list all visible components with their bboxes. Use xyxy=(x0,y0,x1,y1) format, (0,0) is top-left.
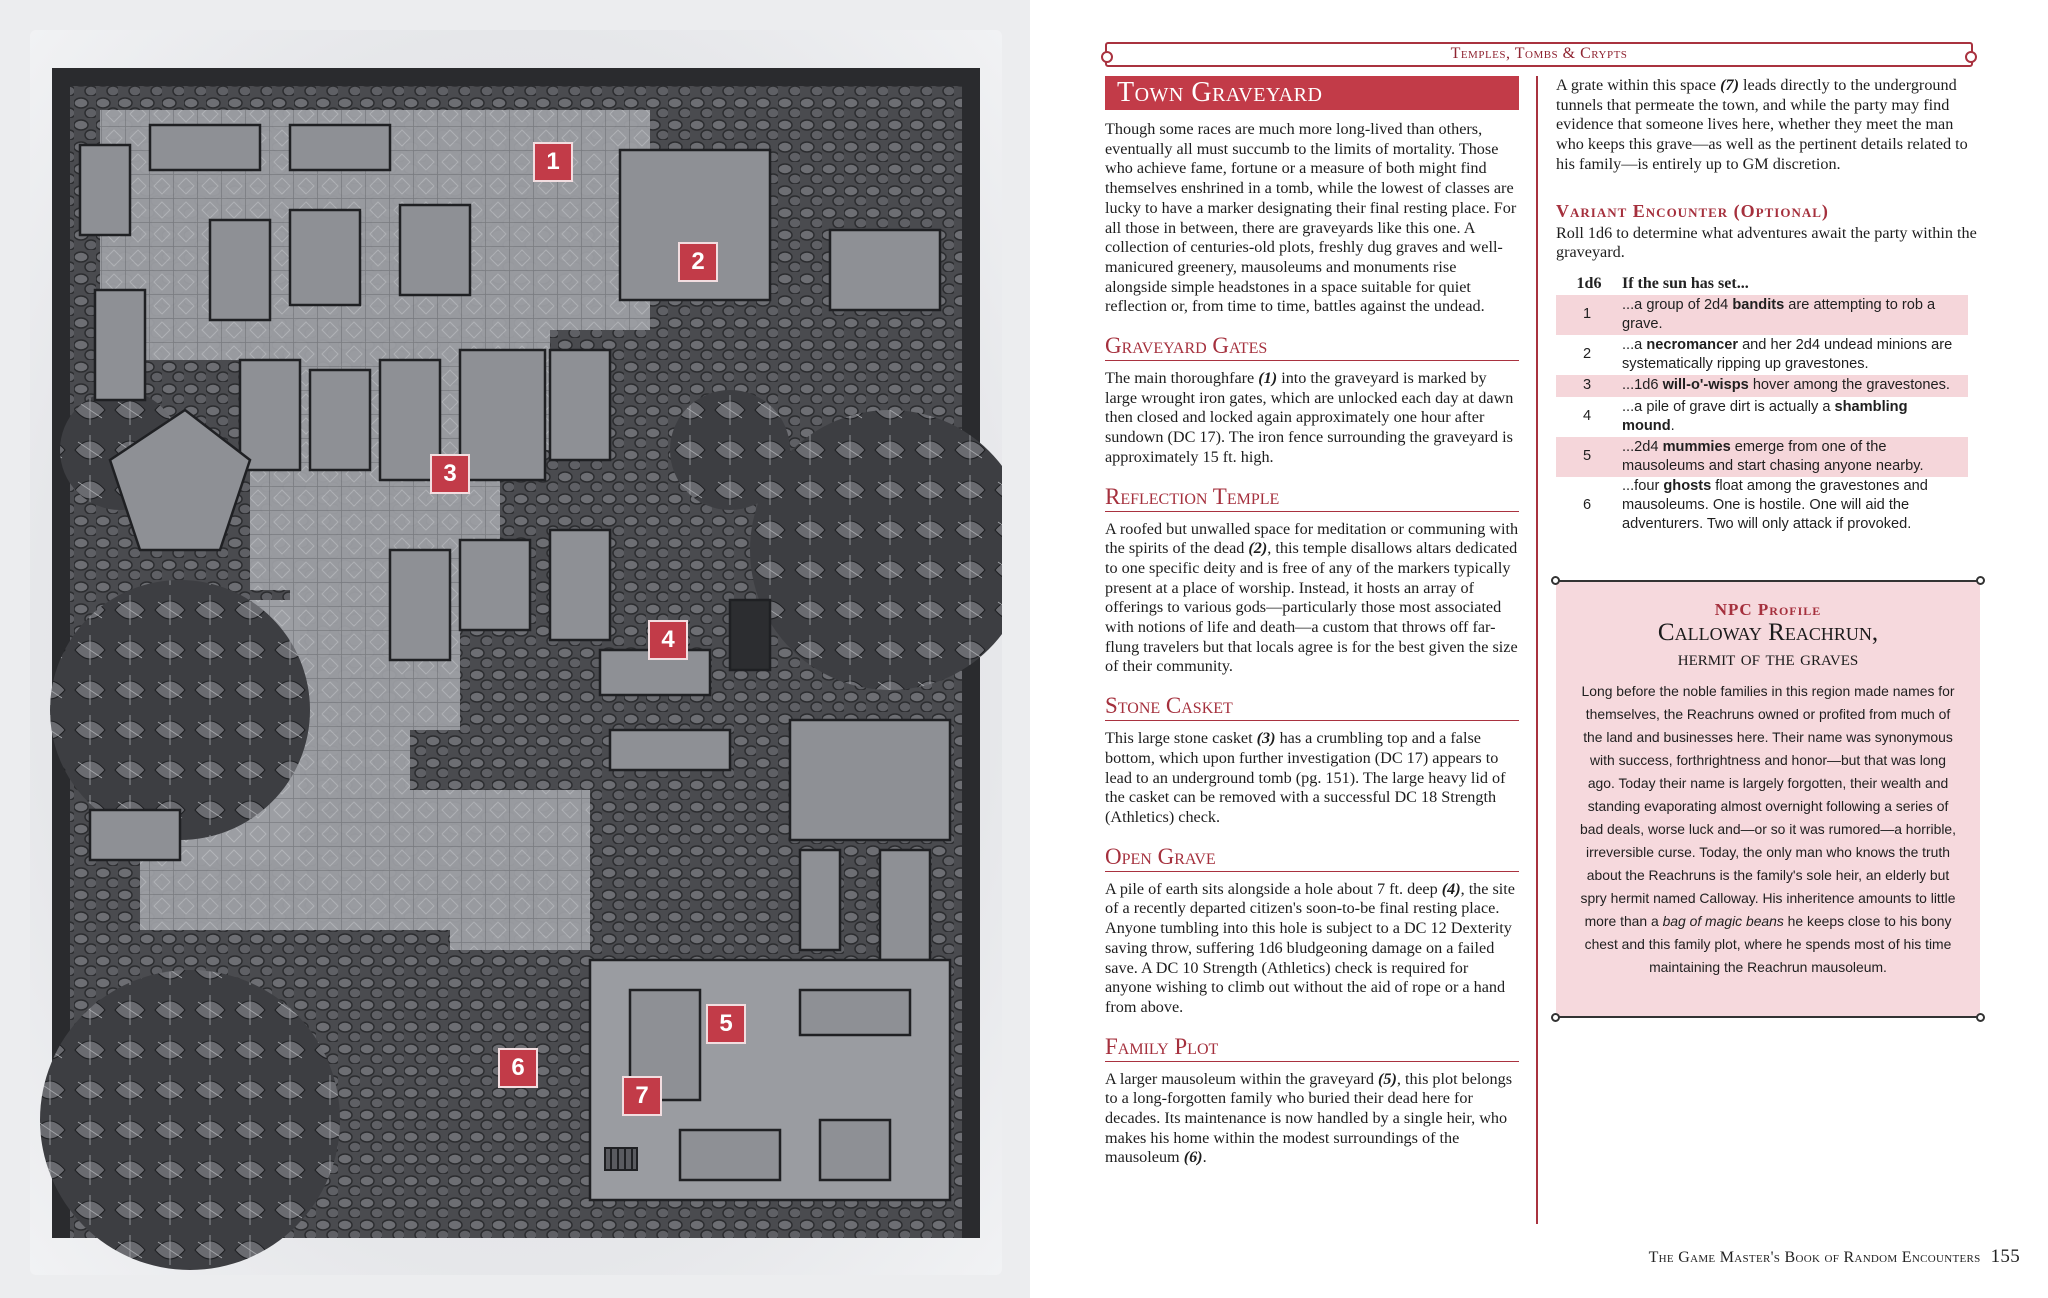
section-open-grave xyxy=(1105,844,1519,1018)
book-title: The Game Master's Book of Random Encounters xyxy=(1648,1249,1981,1266)
npc-subtitle: hermit of the graves xyxy=(1677,645,1859,670)
map-marker-1: 1 xyxy=(533,142,573,182)
map-marker-6: 6 xyxy=(498,1048,538,1088)
map-reference: (7) xyxy=(1720,76,1739,94)
corner-dot-icon xyxy=(1976,576,1985,585)
map-marker-5: 5 xyxy=(706,1004,746,1044)
graveyard-map xyxy=(30,30,1002,1275)
section-reflection-temple xyxy=(1105,484,1519,678)
map-reference: (1) xyxy=(1258,369,1278,388)
page-title: Town Graveyard xyxy=(1105,76,1519,110)
die-column-header: 1d6 xyxy=(1576,274,1602,292)
map-reference: (3) xyxy=(1256,729,1276,748)
section-heading: Reflection Temple xyxy=(1105,484,1519,512)
section-stone-casket xyxy=(1105,693,1519,828)
table-row: 6 ...four ghosts float among the gravestones and mausoleums. One is hostile. One will aid the adventurers. Two will only attack if provoked. xyxy=(1582,478,1928,533)
map-marker-3: 3 xyxy=(430,454,470,494)
map-marker-2: 2 xyxy=(678,242,718,282)
page-footer xyxy=(1620,1246,2020,1268)
left-column xyxy=(1105,76,1519,1168)
page-number: 155 xyxy=(1990,1246,2020,1267)
section-body: This large stone casket (3) has a crumbling top and a false bottom, which upon further investigation (DC 17) appears to lead to an underground tomb (pg. 151). The large heavy lid of the casket can be removed with a successful DC 18 Strength (Athletics) check. xyxy=(1105,729,1506,826)
intro-paragraph: Though some races are much more long-lived than others, eventually all must succumb to the limits of mortality. Those who achieve fame, fortune or a measure of both might find themselves enshrined in a tomb, while the lowest of classes are lucky to have a marker designating their final resting place. For all those in between, there are graveyards like this one. A collection of centuries-old plots, freshly dug graves and well-manicured greenery, mausoleums and monuments rise alongside simple headstones in a space suitable for quiet reflection or, from time to time, battles against the undead. xyxy=(1105,120,1517,316)
column-divider xyxy=(1536,76,1538,1224)
section-graveyard-gates xyxy=(1105,333,1519,468)
running-header: Temples, Tombs & Crypts xyxy=(1105,42,1973,67)
section-heading: Graveyard Gates xyxy=(1105,333,1519,361)
table-header-row xyxy=(1556,273,1968,295)
map-marker-4: 4 xyxy=(648,620,688,660)
section-body: A larger mausoleum within the graveyard (5), this plot belongs to a long-forgotten family who buried their dead here for decades. Its maintenance is now handled by a single heir, who makes his home within the modest surroundings of the mausoleum (6). xyxy=(1105,1069,1513,1167)
table-row: 3 ...1d6 will-o'-wisps hover among the gravestones. xyxy=(1556,375,1968,397)
section-heading: Stone Casket xyxy=(1105,693,1519,721)
map-reference: (5) xyxy=(1378,1069,1397,1088)
section-body: The main thoroughfare (1) into the graveyard is marked by large wrought iron gates, which are unlocked each day at dawn then closed and locked again approximately one hour after sundown (DC 17). The iron fence surrounding the graveyard is approximately 15 ft. high. xyxy=(1105,369,1514,466)
npc-profile-label: NPC Profile xyxy=(1714,600,1822,619)
text-page xyxy=(1030,0,2048,1298)
grate-paragraph: A grate within this space (7) leads directly to the underground tunnels that permeate the town, and while the party may find evidence that someone lives here, whether they meet the man who keeps this grave—as well as the pertinent details related to his family—is entirely up to GM discretion. xyxy=(1556,76,1968,173)
graveyard-map-illustration xyxy=(30,30,1002,1275)
section-family-plot xyxy=(1105,1034,1519,1169)
map-reference: (6) xyxy=(1183,1148,1203,1167)
corner-dot-icon xyxy=(1551,576,1560,585)
npc-description: Long before the noble families in this region made names for themselves, the Reachruns owned or profited from much of the land and businesses here. Their name was synonymous with success, forthrightness and honor—but that was long ago. Today their name is largely forgotten, their wealth and standing evaporating almost overnight following a series of bad deals, worse luck and—or so it was rumored—a horrible, irreversible curse. Today, the only man who knows the truth about the Reachruns is the family's sole heir, an elderly but spry hermit named Calloway. His inheritence amounts to little more than a bag of magic beans he keeps close to his bony chest and this family plot, where he spends most of his time maintaining the Reachrun mausoleum. xyxy=(1580,683,1956,975)
map-marker-7: 7 xyxy=(622,1076,662,1116)
map-reference: (4) xyxy=(1441,879,1461,898)
table-row: 2 ...a necromancer and her 2d4 undead minions are systematically ripping up gravestones. xyxy=(1582,336,1953,372)
right-column xyxy=(1556,76,1980,975)
corner-dot-icon xyxy=(1976,1013,1985,1022)
table-row: 4 ...a pile of grave dirt is actually a shambling mound. xyxy=(1582,398,1908,434)
npc-profile-box xyxy=(1556,580,1980,1018)
corner-dot-icon xyxy=(1551,1013,1560,1022)
section-heading: Open Grave xyxy=(1105,844,1519,872)
section-body: A roofed but unwalled space for meditation or communing with the spirits of the dead (2), this temple disallows altars dedicated to one specific deity and is free of any of the markers typically present at a place of worship. Instead, it hosts an array of offerings to various gods—particularly those most associated with notions of life and death—a custom that throws off far-flung travelers but that locals agree is for the best given the size of their community. xyxy=(1105,519,1519,676)
section-heading: Family Plot xyxy=(1105,1034,1519,1062)
map-reference: (2) xyxy=(1248,539,1268,558)
table-row: 5 ...2d4 mummies emerge from one of the mausoleums and start chasing anyone nearby. xyxy=(1556,437,1968,477)
result-column-header: If the sun has set... xyxy=(1622,274,1749,292)
table-row: 1 ...a group of 2d4 bandits are attempting to rob a grave. xyxy=(1556,295,1968,335)
encounter-table xyxy=(1556,273,1968,535)
npc-name: Calloway Reachrun, xyxy=(1657,619,1879,646)
variant-intro: Roll 1d6 to determine what adventures await the party within the graveyard. xyxy=(1556,223,1977,262)
variant-encounter-heading: Variant Encounter (Optional) xyxy=(1556,200,1829,221)
section-body: A pile of earth sits alongside a hole about 7 ft. deep (4), the site of a recently departed citizen's soon-to-be final resting place. Anyone tumbling into this hole is subject to a DC 12 Dexterity saving throw, suffering 1d6 bludgeoning damage on a failed save. A DC 10 Strength (Athletics) check is required for anyone wishing to climb out without the aid of rope or a hand from above. xyxy=(1105,879,1515,1016)
